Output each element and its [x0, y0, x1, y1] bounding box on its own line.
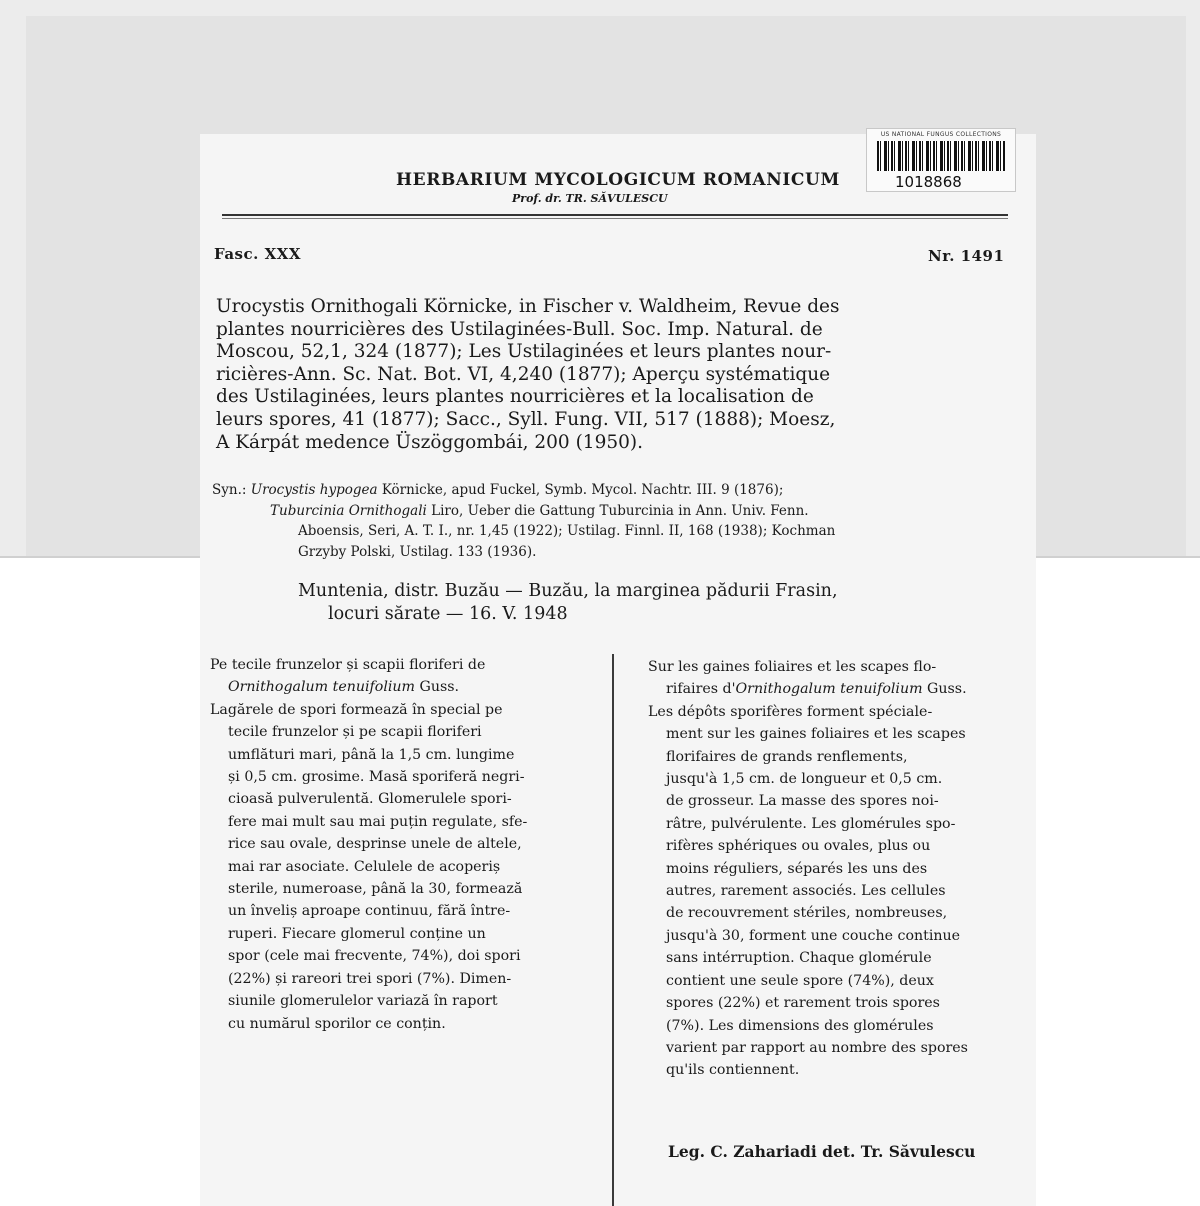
description-line: (7%). Les dimensions des glomérules [666, 1017, 934, 1034]
citation-line: plantes nourricières des Ustilaginées-Bull. Soc. Imp. Natural. de [216, 318, 823, 340]
description-line: de grosseur. La masse des spores noi- [666, 793, 939, 810]
description-line: și 0,5 cm. grosime. Masă sporiferă negri- [228, 769, 525, 786]
description-line: rifères sphériques ou ovales, plus ou [666, 838, 931, 855]
host-name: Ornithogalum tenuifolium [228, 679, 416, 696]
barcode-icon [877, 141, 1005, 171]
description-line: spores (22%) et rarement trois spores [666, 995, 940, 1012]
description-line: ruperi. Fiecare glomerul conține un [228, 925, 486, 942]
barcode-caption: US NATIONAL FUNGUS COLLECTIONS [880, 131, 1002, 138]
description-line: jusqu'à 30, forment une couche continue [666, 927, 961, 944]
description-line: jusqu'à 1,5 cm. de longueur et 0,5 cm. [666, 771, 943, 788]
host-line: Pe tecile frunzelor și scapii floriferi de [210, 657, 486, 673]
citation-line: A Kárpát medence Üszöggombái, 200 (1950). [216, 431, 643, 453]
description-line: varient par rapport au nombre des spores [666, 1039, 968, 1056]
description-line: cu numărul sporilor ce conțin. [228, 1015, 446, 1032]
description-line: umflături mari, până la 1,5 cm. lungime [228, 746, 515, 763]
host-name: Ornithogalum tenuifolium [735, 681, 923, 698]
description-line: siunile glomerulelor variază în raport [228, 993, 498, 1010]
column-divider [612, 654, 614, 1206]
description-line: mai rar asociate. Celulele de acoperiș [228, 858, 501, 875]
french-description [648, 656, 968, 1082]
synonyms [212, 480, 835, 562]
synonym-name: Tuburcinia Ornithogali [270, 502, 427, 519]
description-line: Lagărele de spori formează în special pe [210, 701, 503, 718]
description-line: autres, rarement associés. Les cellules [666, 883, 946, 900]
synonym-line [212, 480, 835, 501]
description-line: sans intérruption. Chaque glomérule [666, 950, 932, 967]
host-prefix: rifaires d' [666, 681, 736, 698]
synonym-text: Liro, Ueber die Gattung Tuburcinia in Ann. Univ. Fenn. [426, 502, 809, 519]
herbarium-title: HERBARIUM MYCOLOGICUM ROMANICUM [396, 170, 840, 190]
description-line: qu'ils contiennent. [666, 1062, 800, 1079]
synonym-line [212, 501, 835, 522]
synonym-label: Syn.: [212, 482, 247, 498]
barcode-number: 1018868 [895, 173, 962, 191]
synonym-text: Körnicke, apud Fuckel, Symb. Mycol. Nachtr. III. 9 (1876); [377, 482, 784, 498]
header-rule [222, 214, 1008, 216]
host-line: Sur les gaines foliaires et les scapes flo- [648, 659, 937, 675]
host-line [210, 676, 527, 698]
host-line [648, 678, 968, 700]
citation-line: Urocystis Ornithogali Körnicke, in Fischer v. Waldheim, Revue des [216, 296, 840, 317]
description-line: Les dépôts sporifères forment spéciale- [648, 703, 933, 720]
collector-determiner: Leg. C. Zahariadi det. Tr. Săvulescu [668, 1142, 976, 1161]
description-line: florifaires de grands renflements, [666, 748, 908, 765]
barcode-label [866, 128, 1016, 192]
citation-line: Moscou, 52,1, 324 (1877); Les Ustilaginées et leurs plantes nour- [216, 341, 832, 363]
locality-line: locuri sărate — 16. V. 1948 [328, 604, 568, 624]
romanian-description [210, 654, 527, 1035]
citation-line: des Ustilaginées, leurs plantes nourricières et la localisation de [216, 386, 814, 408]
description-line: cioasă pulverulentă. Glomerulele spori- [228, 791, 512, 808]
description-line: fere mai mult sau mai puțin regulate, sfe- [228, 813, 528, 830]
description-line: spor (cele mai frecvente, 74%), doi spori [228, 948, 521, 965]
description-line: tecile frunzelor și pe scapii floriferi [228, 724, 482, 741]
description-line: rice sau ovale, desprinse unele de altele, [228, 836, 522, 853]
description-line: sterile, numeroase, până la 30, formează [228, 881, 523, 898]
citation-line: leurs spores, 41 (1877); Sacc., Syll. Fung. VII, 517 (1888); Moesz, [216, 408, 836, 430]
description-line: râtre, pulvérulente. Les glomérules spo- [666, 815, 956, 832]
locality [298, 580, 838, 626]
synonym-line: Grzyby Polski, Ustilag. 133 (1936). [298, 543, 537, 560]
description-line: moins réguliers, séparés les uns des [666, 860, 928, 877]
locality-line: Muntenia, distr. Buzău — Buzău, la marginea pădurii Frasin, [298, 581, 838, 601]
herbarium-subtitle: Prof. dr. TR. SĂVULESCU [512, 192, 668, 205]
description-line: ment sur les gaines foliaires et les scapes [666, 726, 966, 743]
description-line: de recouvrement stériles, nombreuses, [666, 905, 948, 922]
description-line: (22%) și rareori trei spori (7%). Dimen- [228, 970, 512, 987]
description-line: un înveliș aproape continuu, fără între- [228, 903, 511, 920]
specimen-number: Nr. 1491 [928, 247, 1005, 265]
citation-line: ricières-Ann. Sc. Nat. Bot. VI, 4,240 (1877); Aperçu systématique [216, 363, 831, 385]
host-author: Guss. [922, 681, 967, 698]
header-rule-thin [222, 218, 1008, 219]
species-citation [216, 296, 840, 454]
fascicle-number: Fasc. XXX [214, 245, 301, 263]
host-author: Guss. [415, 679, 460, 696]
description-line: contient une seule spore (74%), deux [666, 972, 934, 989]
synonym-line: Aboensis, Seri, A. T. I., nr. 1,45 (1922); Ustilag. Finnl. II, 168 (1938); Kochman [298, 523, 836, 539]
synonym-name: Urocystis hypogea [250, 482, 378, 498]
